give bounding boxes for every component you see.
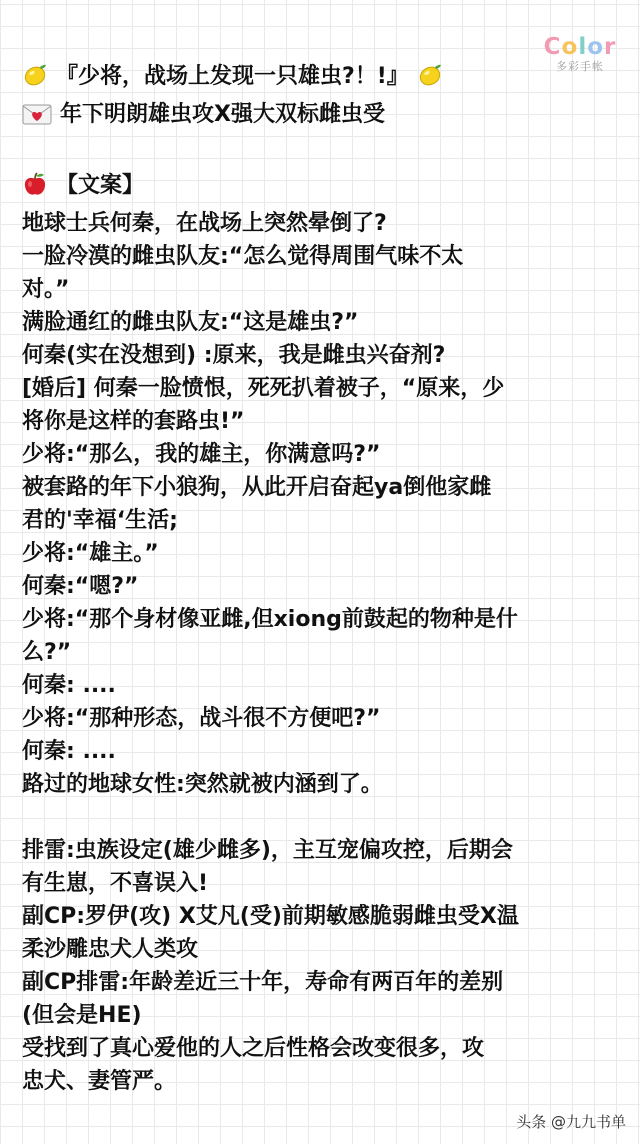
title-text: 『少将，战场上发现一只雄虫?！!』 <box>56 64 409 89</box>
logo-letter: C <box>543 34 562 60</box>
note-line: (但会是HE) <box>22 1003 142 1028</box>
logo-word <box>540 34 620 60</box>
love-letter-icon <box>22 102 52 136</box>
body-line: [婚后] 何秦一脸愤恨，死死扒着被子，“原来，少 <box>22 376 505 401</box>
body-line: 何秦(实在没想到) :原来，我是雌虫兴奋剂? <box>22 343 446 368</box>
body-line: 何秦:“嗯?” <box>22 574 139 599</box>
note-line: 有生崽，不喜误入! <box>22 871 209 896</box>
title-line-1 <box>22 60 628 98</box>
body-line: 何秦: .... <box>22 739 116 764</box>
note-line: 副CP:罗伊(攻) X艾凡(受)前期敏感脆弱雌虫受X温 <box>22 904 519 929</box>
note-line: 受找到了真心爱他的人之后性格会改变很多，攻 <box>22 1036 485 1061</box>
body-line: 少将:“雄主。” <box>22 541 159 566</box>
logo-letter: l <box>578 34 588 60</box>
body-line: 何秦: .... <box>22 673 116 698</box>
subtitle-text: 年下明朗雄虫攻X强大双标雌虫受 <box>60 102 385 127</box>
spacer <box>22 136 628 169</box>
body-line: 少将:“那么，我的雄主，你满意吗?” <box>22 442 381 467</box>
note-line: 柔沙雕忠犬人类攻 <box>22 937 199 962</box>
watermark: 头条 @九九书单 <box>516 1113 626 1131</box>
body-line: 么?” <box>22 640 72 665</box>
note-line: 忠犬、妻管严。 <box>22 1069 177 1094</box>
body-line: 被套路的年下小狼狗，从此开启奋起ya倒他家雌 <box>22 475 492 500</box>
lemon-icon <box>22 62 48 98</box>
spacer <box>22 801 628 834</box>
lemon-icon <box>417 62 443 98</box>
logo-letter: r <box>604 34 617 60</box>
logo-letter: o <box>587 34 605 60</box>
notes-body <box>22 834 628 1098</box>
red-apple-icon <box>22 171 48 207</box>
body-line: 将你是这样的套路虫!” <box>22 409 245 434</box>
body-line: 少将:“那种形态，战斗很不方便吧?” <box>22 706 381 731</box>
body-line: 路过的地球女性:突然就被内涵到了。 <box>22 772 383 797</box>
post-content <box>22 60 628 1098</box>
body-line: 满脸通红的雌虫队友:“这是雄虫?” <box>22 310 359 335</box>
body-line: 一脸冷漠的雌虫队友:“怎么觉得周围气味不太 <box>22 244 464 269</box>
note-line: 副CP排雷:年龄差近三十年，寿命有两百年的差别 <box>22 970 504 995</box>
body-line: 地球士兵何秦，在战场上突然晕倒了? <box>22 211 387 236</box>
body-line: 少将:“那个身材像亚雌,但xiong前鼓起的物种是什 <box>22 607 518 632</box>
note-line: 排雷:虫族设定(雄少雌多)，主互宠偏攻控，后期会 <box>22 838 513 863</box>
section-heading <box>22 169 628 207</box>
body-line: 君的'幸福‘生活; <box>22 508 178 533</box>
section-label: 【文案】 <box>56 173 145 198</box>
synopsis-body <box>22 207 628 801</box>
logo-subtitle: 多彩手帐 <box>556 60 604 73</box>
body-line: 对。” <box>22 277 70 302</box>
logo-letter: o <box>561 34 579 60</box>
title-line-2 <box>22 98 628 136</box>
